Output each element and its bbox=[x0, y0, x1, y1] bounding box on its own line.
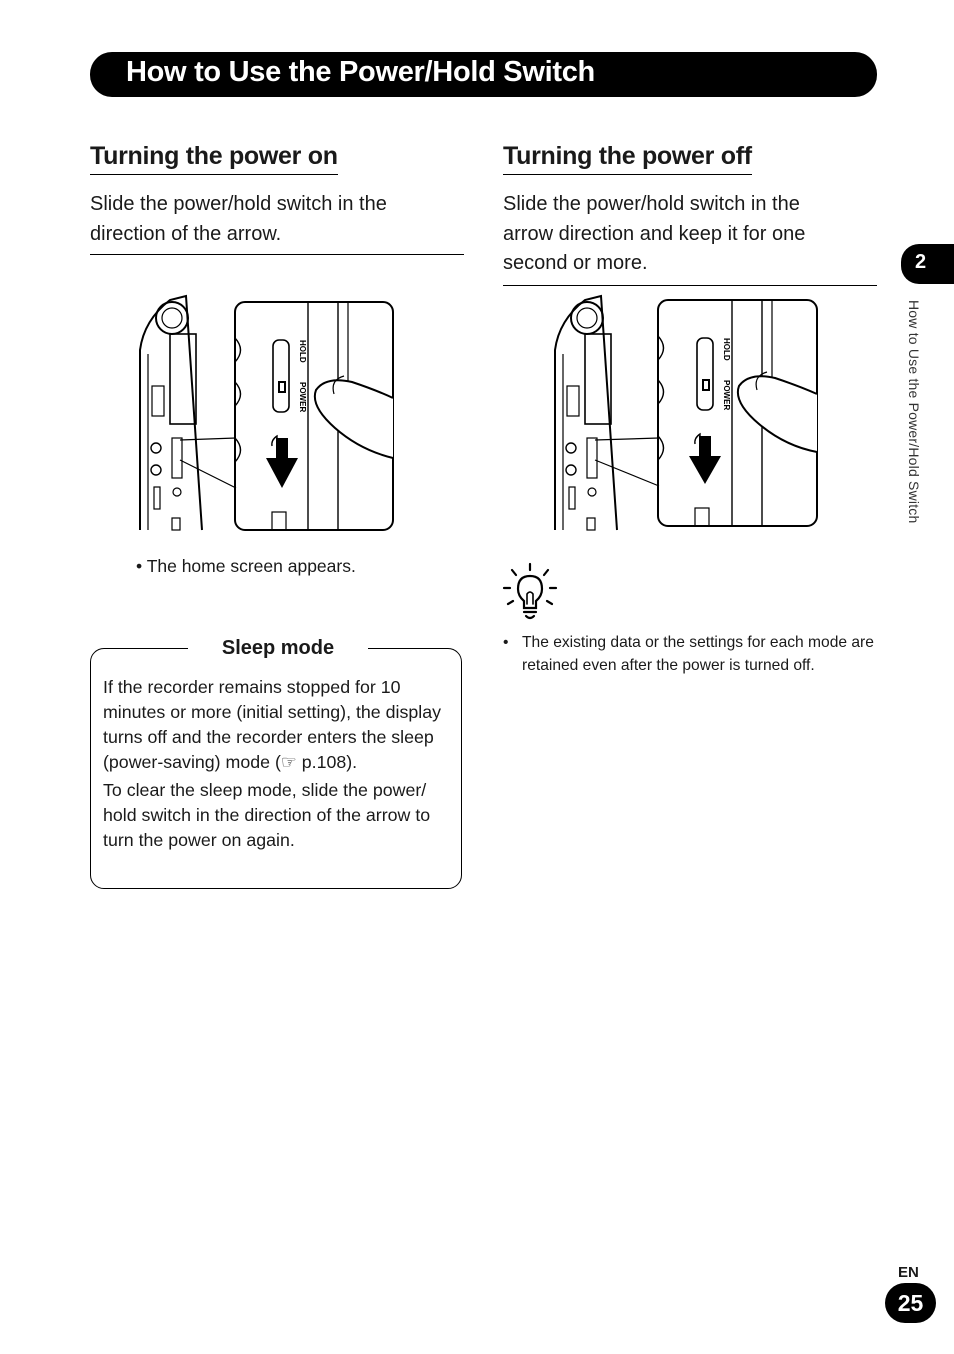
power-off-illustration bbox=[545, 290, 825, 535]
language-label: EN bbox=[898, 1264, 919, 1281]
heading-power-on: Turning the power on bbox=[90, 140, 338, 175]
sleep-paragraph-1: If the recorder remains stopped for 10 minutes or more (initial setting), the display turns off and the recorder enters the sleep (power-saving) mode (☞ p.108). bbox=[103, 677, 441, 772]
page-title: How to Use the Power/Hold Switch bbox=[126, 56, 595, 88]
switch-label-power: POWER bbox=[298, 382, 307, 413]
switch-label-hold: HOLD bbox=[722, 338, 731, 361]
power-on-illustration bbox=[130, 290, 405, 535]
sleep-paragraph-2: To clear the sleep mode, slide the power/ hold switch in the direction of the arrow to turn the power on again. bbox=[103, 780, 431, 850]
sleep-mode-title-wrap bbox=[92, 634, 464, 664]
heading-power-off: Turning the power off bbox=[503, 140, 752, 175]
tip-body: The existing data or the settings for each mode are retained even after the power is turned off. bbox=[522, 634, 874, 674]
instruction-line: Slide the power/hold switch in the bbox=[503, 193, 800, 215]
tip-text bbox=[503, 631, 875, 677]
title-bar bbox=[90, 52, 877, 97]
divider bbox=[90, 254, 464, 255]
switch-label-hold: HOLD bbox=[298, 340, 307, 363]
instruction-line: second or more. bbox=[503, 252, 648, 274]
instruction-line: arrow direction and keep it for one bbox=[503, 222, 806, 245]
side-section-label bbox=[904, 300, 924, 560]
bullet-text: The home screen appears. bbox=[146, 556, 356, 576]
bullet-home-screen bbox=[136, 556, 356, 577]
sleep-mode-title: Sleep mode bbox=[188, 634, 368, 662]
bullet-marker: • bbox=[136, 556, 143, 576]
instruction-line: Slide the power/hold switch in the bbox=[90, 193, 387, 215]
switch-label-power: POWER bbox=[722, 380, 731, 411]
instruction-line: direction of the arrow. bbox=[90, 222, 282, 245]
divider bbox=[503, 285, 877, 286]
chapter-tab bbox=[901, 244, 954, 284]
instruction-power-off bbox=[503, 190, 875, 279]
side-section-text: How to Use the Power/Hold Switch bbox=[906, 300, 922, 524]
page-number: 25 bbox=[885, 1283, 936, 1323]
bullet-marker: • bbox=[503, 634, 509, 651]
lightbulb-icon bbox=[502, 562, 558, 624]
sleep-mode-text bbox=[103, 675, 455, 856]
chapter-number: 2 bbox=[915, 251, 927, 273]
instruction-power-on bbox=[90, 190, 462, 249]
